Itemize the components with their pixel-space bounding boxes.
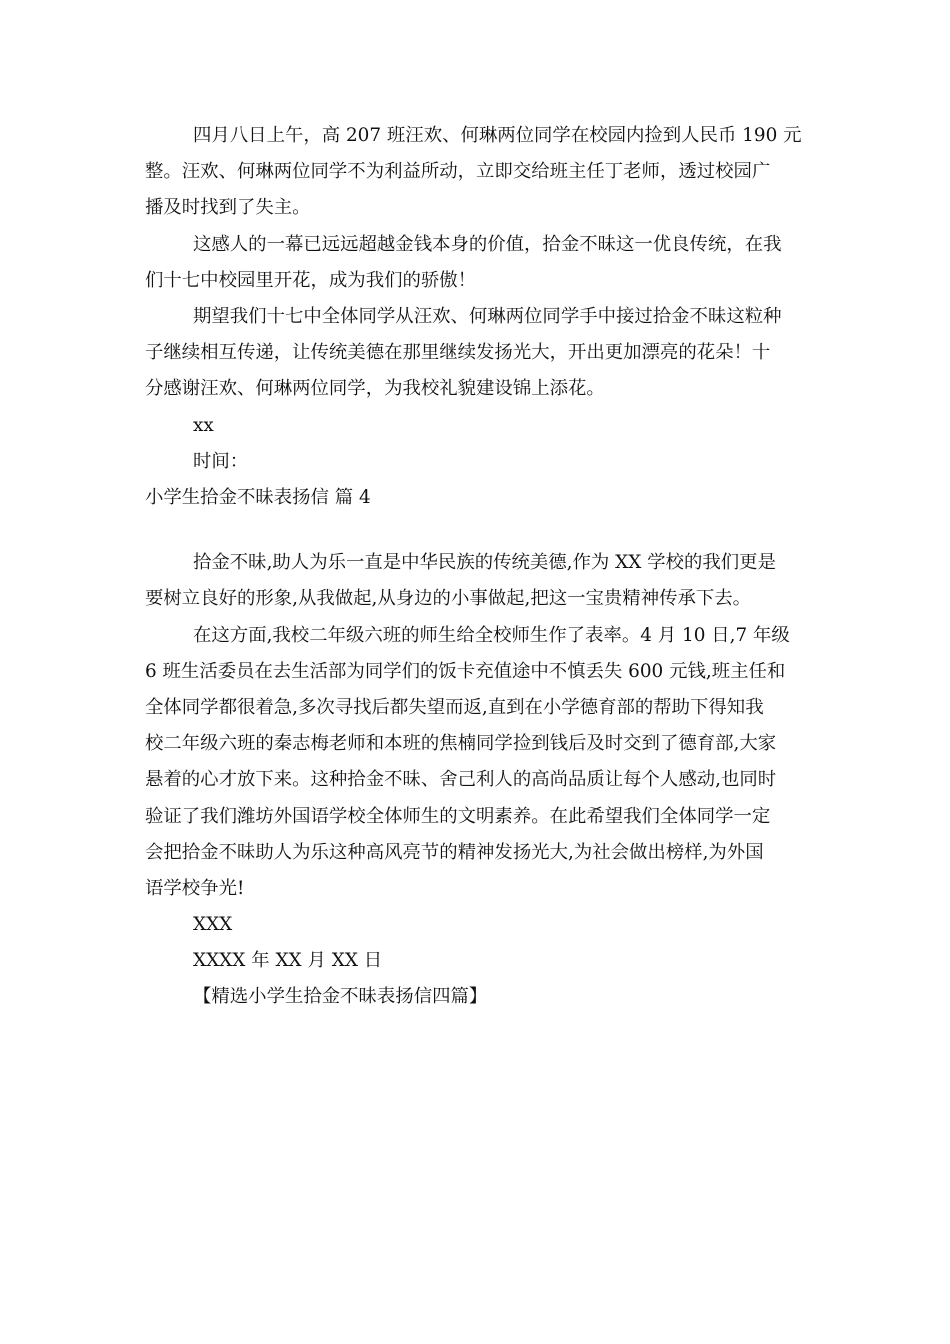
date-line: XXXX 年 XX 月 XX 日 — [193, 950, 383, 971]
paragraph-line: 播及时找到了失主。 — [145, 197, 311, 218]
paragraph-line: 6 班生活委员在去生活部为同学们的饭卡充值途中不慎丢失 600 元钱,班主任和 — [145, 661, 786, 682]
paragraph-line: 整。汪欢、何琳两位同学不为利益所动，立即交给班主任丁老师，透过校园广 — [145, 161, 771, 182]
paragraph-line: 要树立良好的形象,从我做起,从身边的小事做起,把这一宝贵精神传承下去。 — [145, 588, 752, 609]
time-label: 时间： — [193, 451, 249, 472]
section-title: 小学生拾金不昧表扬信 篇 4 — [145, 487, 371, 508]
paragraph-line: 拾金不昧,助人为乐一直是中华民族的传统美德,作为 XX 学校的我们更是 — [193, 552, 776, 573]
paragraph-line: 语学校争光! — [145, 878, 245, 899]
paragraph-line: 子继续相互传递，让传统美德在那里继续发扬光大，开出更加漂亮的花朵！十 — [145, 342, 771, 363]
signature: XXX — [193, 914, 233, 935]
paragraph-line: 全体同学都很着急,多次寻找后都失望而返,直到在小学德育部的帮助下得知我 — [145, 697, 764, 718]
paragraph-line: 期望我们十七中全体同学从汪欢、何琳两位同学手中接过拾金不昧这粒种 — [193, 306, 782, 327]
signature: xx — [193, 415, 214, 436]
paragraph-line: 验证了我们潍坊外国语学校全体师生的文明素养。在此希望我们全体同学一定 — [145, 806, 771, 827]
paragraph-line: 分感谢汪欢、何琳两位同学，为我校礼貌建设锦上添花。 — [145, 378, 605, 399]
footer-title: 【精选小学生拾金不昧表扬信四篇】 — [193, 986, 488, 1007]
paragraph-line: 悬着的心才放下来。这种拾金不昧、舍己利人的高尚品质让每个人感动,也同时 — [145, 769, 777, 790]
paragraph-line: 会把拾金不昧助人为乐这种高风亮节的精神发扬光大,为社会做出榜样,为外国 — [145, 842, 764, 863]
paragraph-line: 这感人的一幕已远远超越金钱本身的价值，拾金不昧这一优良传统，在我 — [193, 234, 782, 255]
paragraph-line: 四月八日上午，高 207 班汪欢、何琳两位同学在校园内捡到人民币 190 元 — [193, 125, 802, 146]
paragraph-line: 在这方面,我校二年级六班的师生给全校师生作了表率。4 月 10 日,7 年级 — [193, 625, 790, 646]
paragraph-line: 校二年级六班的秦志梅老师和本班的焦楠同学捡到钱后及时交到了德育部,大家 — [145, 733, 777, 754]
paragraph-line: 们十七中校园里开花，成为我们的骄傲！ — [145, 270, 477, 291]
